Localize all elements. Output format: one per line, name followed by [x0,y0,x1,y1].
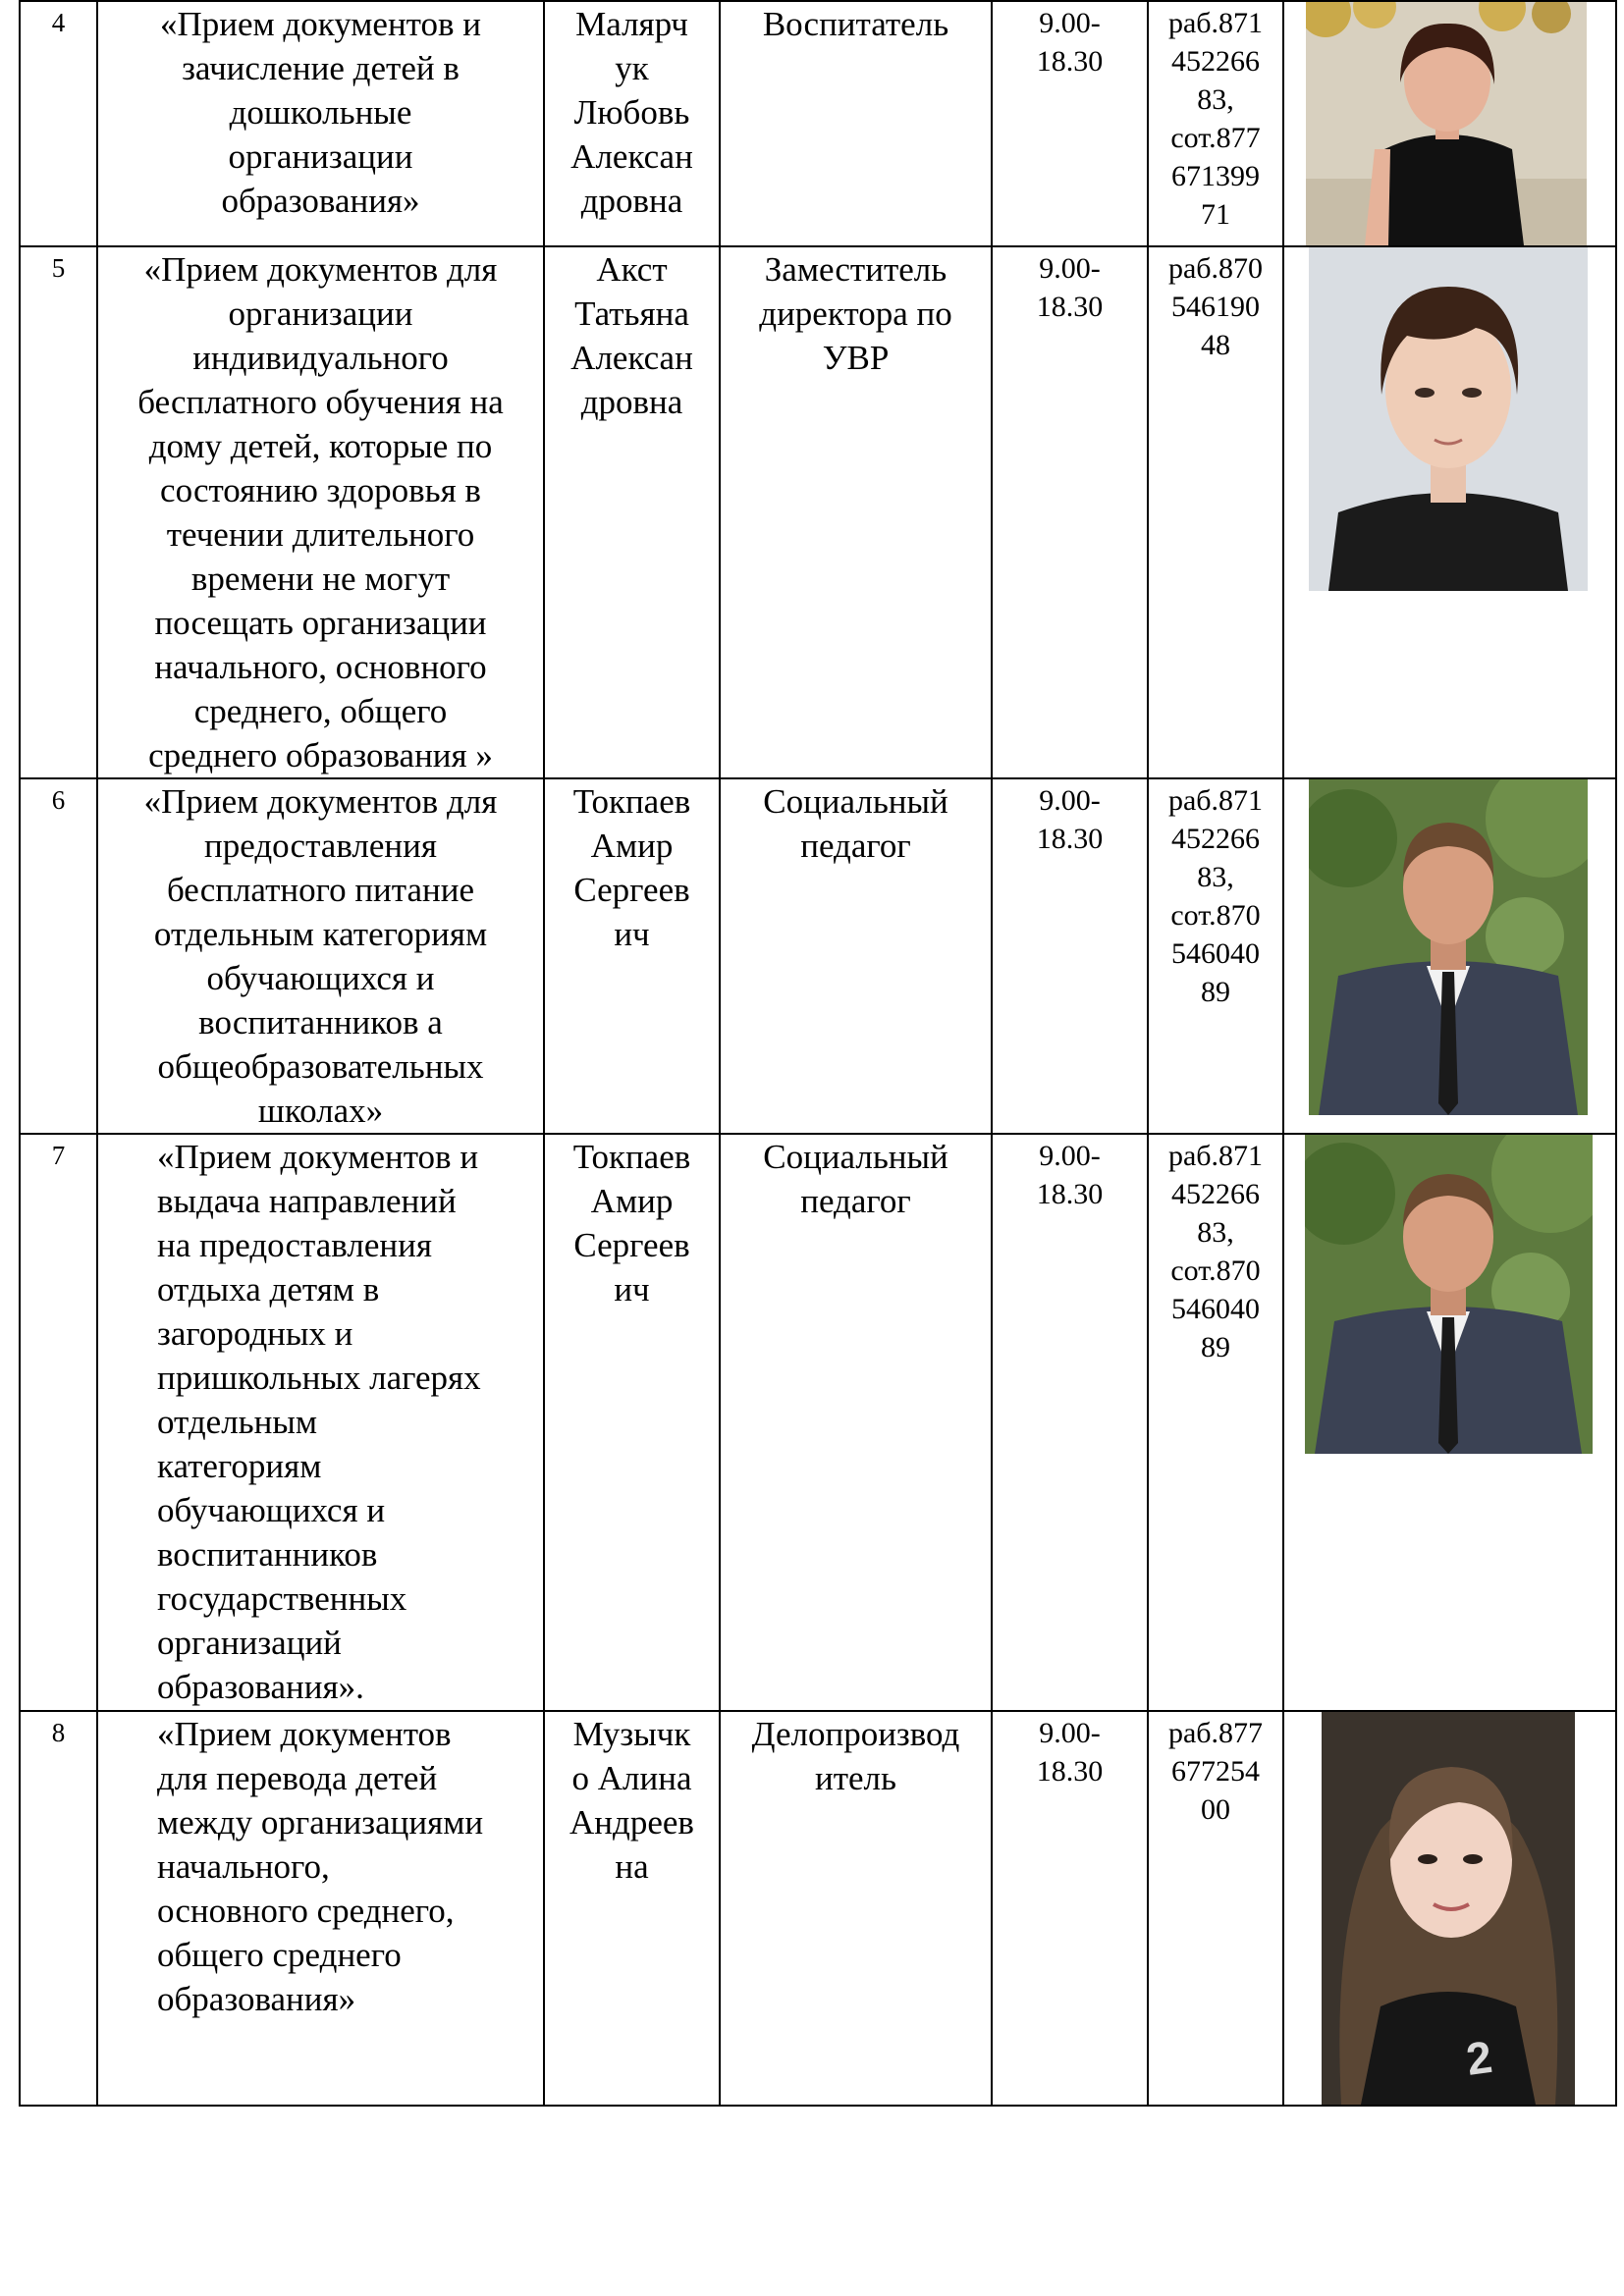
phone-numbers: раб.871 452266 83, сот.877 671399 71 [1148,1,1283,246]
employee-photo [1305,1135,1593,1454]
working-hours: 9.00- 18.30 [992,246,1148,778]
services-table [19,0,1617,2107]
working-hours: 9.00- 18.30 [992,1134,1148,1711]
photo-cell [1283,778,1616,1134]
employee-name: Акст Татьяна Алексан дровна [544,246,720,778]
phone-numbers: раб.870 546190 48 [1148,246,1283,778]
employee-name: Токпаев Амир Сергеев ич [544,778,720,1134]
working-hours: 9.00- 18.30 [992,1711,1148,2106]
service-name: «Прием документов для организации индивидуального бесплатного обучения на дому детей, которые по состоянию здоровья в течении длительного времени не могут посещать организации начального, основного среднего, общего среднего образования » [97,246,544,778]
service-name: «Прием документов для перевода детей между организациями начального, основного среднего, общего среднего образования» [97,1711,544,2106]
employee-name: Токпаев Амир Сергеев ич [544,1134,720,1711]
phone-numbers: раб.871 452266 83, сот.870 546040 89 [1148,1134,1283,1711]
service-name: «Прием документов для предоставления бесплатного питание отдельным категориям обучающихся и воспитанников а общеобразовательных школах» [97,778,544,1134]
table-row [20,1134,1616,1711]
row-number: 4 [20,1,97,246]
row-number: 7 [20,1134,97,1711]
row-number: 6 [20,778,97,1134]
employee-position: Заместитель директора по УВР [720,246,992,778]
employee-position: Делопроизвод итель [720,1711,992,2106]
employee-position: Воспитатель [720,1,992,246]
employee-photo [1309,247,1588,591]
employee-name: Музычк о Алина Андреев на [544,1711,720,2106]
photo-cell [1283,1134,1616,1711]
row-number: 8 [20,1711,97,2106]
photo-cell [1283,1711,1616,2106]
photo-cell [1283,1,1616,246]
table-row [20,246,1616,778]
employee-photo [1309,779,1588,1115]
phone-numbers: раб.877 677254 00 [1148,1711,1283,2106]
service-name: «Прием документов и выдача направлений на предоставления отдыха детям в загородных и пришкольных лагерях отдельным категориям обучающихся и воспитанников государственных организаций образования». [97,1134,544,1711]
service-name: «Прием документов и зачисление детей в дошкольные организации образования» [97,1,544,246]
employee-position: Социальный педагог [720,1134,992,1711]
employee-position: Социальный педагог [720,778,992,1134]
working-hours: 9.00- 18.30 [992,778,1148,1134]
table-row [20,1,1616,246]
photo-cell [1283,246,1616,778]
working-hours: 9.00- 18.30 [992,1,1148,246]
row-number: 5 [20,246,97,778]
phone-numbers: раб.871 452266 83, сот.870 546040 89 [1148,778,1283,1134]
table-row [20,778,1616,1134]
table-row [20,1711,1616,2106]
employee-name: Малярч ук Любовь Алексан дровна [544,1,720,246]
employee-photo [1322,1712,1575,2105]
employee-photo [1306,2,1587,245]
svg-text:2: 2 [1463,2030,1495,2085]
